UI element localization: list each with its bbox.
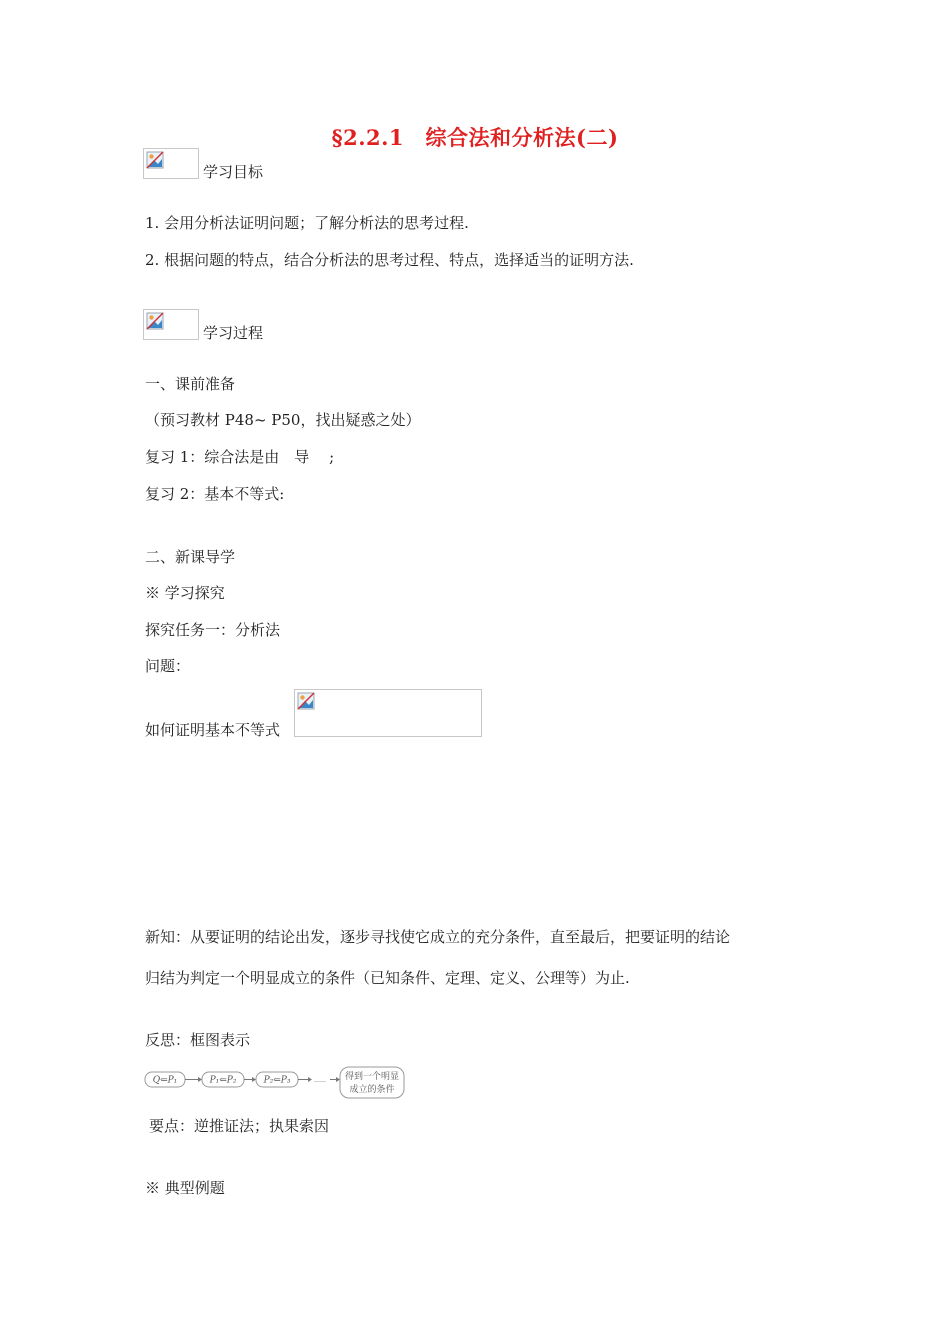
question-label: 问题： bbox=[145, 657, 191, 675]
process-heading: 学习过程 bbox=[203, 324, 264, 342]
flow-final-line-1: 得到一个明显 bbox=[344, 1072, 400, 1082]
reflection: 反思：框图表示 bbox=[145, 1031, 251, 1049]
broken-image-icon bbox=[146, 312, 164, 330]
prep-heading: 一、课前准备 bbox=[145, 375, 236, 393]
task-1: 探究任务一：分析法 bbox=[145, 621, 281, 639]
inequality-formula-image bbox=[294, 689, 482, 737]
flow-arrowhead-2 bbox=[252, 1077, 256, 1082]
objective-1: 1. 会用分析法证明问题；了解分析法的思考过程. bbox=[145, 214, 469, 232]
objectives-heading: 学习目标 bbox=[203, 163, 264, 181]
flow-dots: …… bbox=[314, 1077, 326, 1084]
new-lesson-heading: 二、新课导学 bbox=[145, 548, 236, 566]
key-point: 要点：逆推证法；执果索因 bbox=[149, 1117, 330, 1135]
new-knowledge-line-2: 归结为判定一个明显成立的条件（已知条件、定理、定义、公理等）为止. bbox=[145, 969, 630, 987]
flow-arrowhead-1 bbox=[198, 1077, 202, 1082]
flow-arrowhead-4 bbox=[336, 1077, 340, 1082]
flow-arrowhead-3 bbox=[308, 1077, 312, 1082]
flow-box-3-label: P₂⇐P₃ bbox=[263, 1075, 291, 1086]
examples-heading: ※ 典型例题 bbox=[145, 1179, 225, 1197]
review-2: 复习 2：基本不等式: bbox=[145, 485, 285, 503]
page-title: §2.2.1 综合法和分析法(二) bbox=[331, 125, 619, 150]
explore-heading: ※ 学习探究 bbox=[145, 584, 225, 602]
flow-final-line-2: 成立的条件 bbox=[349, 1085, 395, 1095]
new-knowledge-line-1: 新知：从要证明的结论出发，逐步寻找使它成立的充分条件，直至最后，把要证明的结论 bbox=[145, 928, 731, 946]
review-1: 复习 1：综合法是由 导 ; bbox=[145, 448, 335, 466]
objectives-image bbox=[143, 148, 199, 179]
process-image bbox=[143, 309, 199, 340]
flow-box-1-label: Q⇐P₁ bbox=[152, 1075, 178, 1086]
question-text: 如何证明基本不等式 bbox=[145, 721, 281, 739]
analysis-flowchart bbox=[144, 1066, 408, 1100]
prep-note: （预习教材 P48~ P50，找出疑惑之处） bbox=[145, 411, 421, 429]
broken-image-icon bbox=[297, 692, 315, 710]
flow-box-2-label: P₁⇐P₂ bbox=[209, 1075, 237, 1086]
objective-2: 2. 根据问题的特点，结合分析法的思考过程、特点，选择适当的证明方法. bbox=[145, 251, 634, 269]
broken-image-icon bbox=[146, 151, 164, 169]
